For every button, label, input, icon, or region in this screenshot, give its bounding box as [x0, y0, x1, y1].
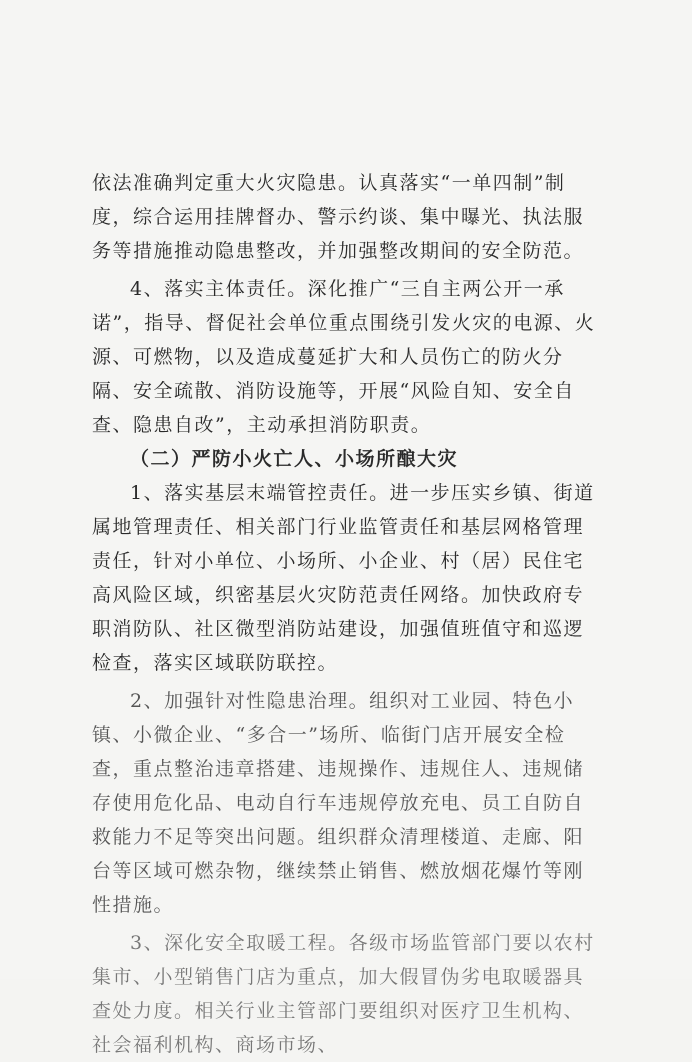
paragraph-item-4: 4、落实主体责任。深化推广“三自主两公开一承诺”，指导、督促社会单位重点围绕引发火灾的电源、火源、可燃物，以及造成蔓延扩大和人员伤亡的防火分隔、安全疏散、消防设施等，开展“风险自知、安全自查、隐患自改”，主动承担消防职责。 [92, 278, 596, 436]
paragraph-section-2-item-2: 2、加强针对性隐患治理。组织对工业园、特色小镇、小微企业、“多合一”场所、临街门店开展安全检查，重点整治违章搭建、违规操作、违规住人、违规储存使用危化品、电动自行车违规停放充电、员工自防自救能力不足等突出问题。组织群众清理楼道、走廊、阳台等区域可燃杂物，继续禁止销售、燃放烟花爆竹等刚性措施。 [92, 690, 585, 916]
paragraph-section-2-item-1: 1、落实基层末端管控责任。进一步压实乡镇、街道属地管理责任、相关部门行业监管责任和基层网格管理责任，针对小单位、小场所、小企业、村（居）民住宅高风险区域，织密基层火灾防范责任网络。加快政府专职消防队、社区微型消防站建设，加强值班值守和巡逻检查，落实区域联防联控。 [92, 482, 595, 674]
section-2-heading: （二）严防小火亡人、小场所酿大灾 [130, 448, 459, 470]
paragraph-section-2-item-3: 3、深化安全取暖工程。各级市场监管部门要以农村集市、小型销售门店为重点，加大假冒伪劣电取暖器具查处力度。相关行业主管部门要组织对医疗卫生机构、社会福利机构、商场市场、 [92, 932, 595, 1056]
document-body [92, 166, 600, 1062]
paragraph-intro-continued: 依法准确判定重大火灾隐患。认真落实“一单四制”制度，综合运用挂牌督办、警示约谈、集中曝光、执法服务等措施推动隐患整改，并加强整改期间的安全防范。 [92, 172, 585, 262]
